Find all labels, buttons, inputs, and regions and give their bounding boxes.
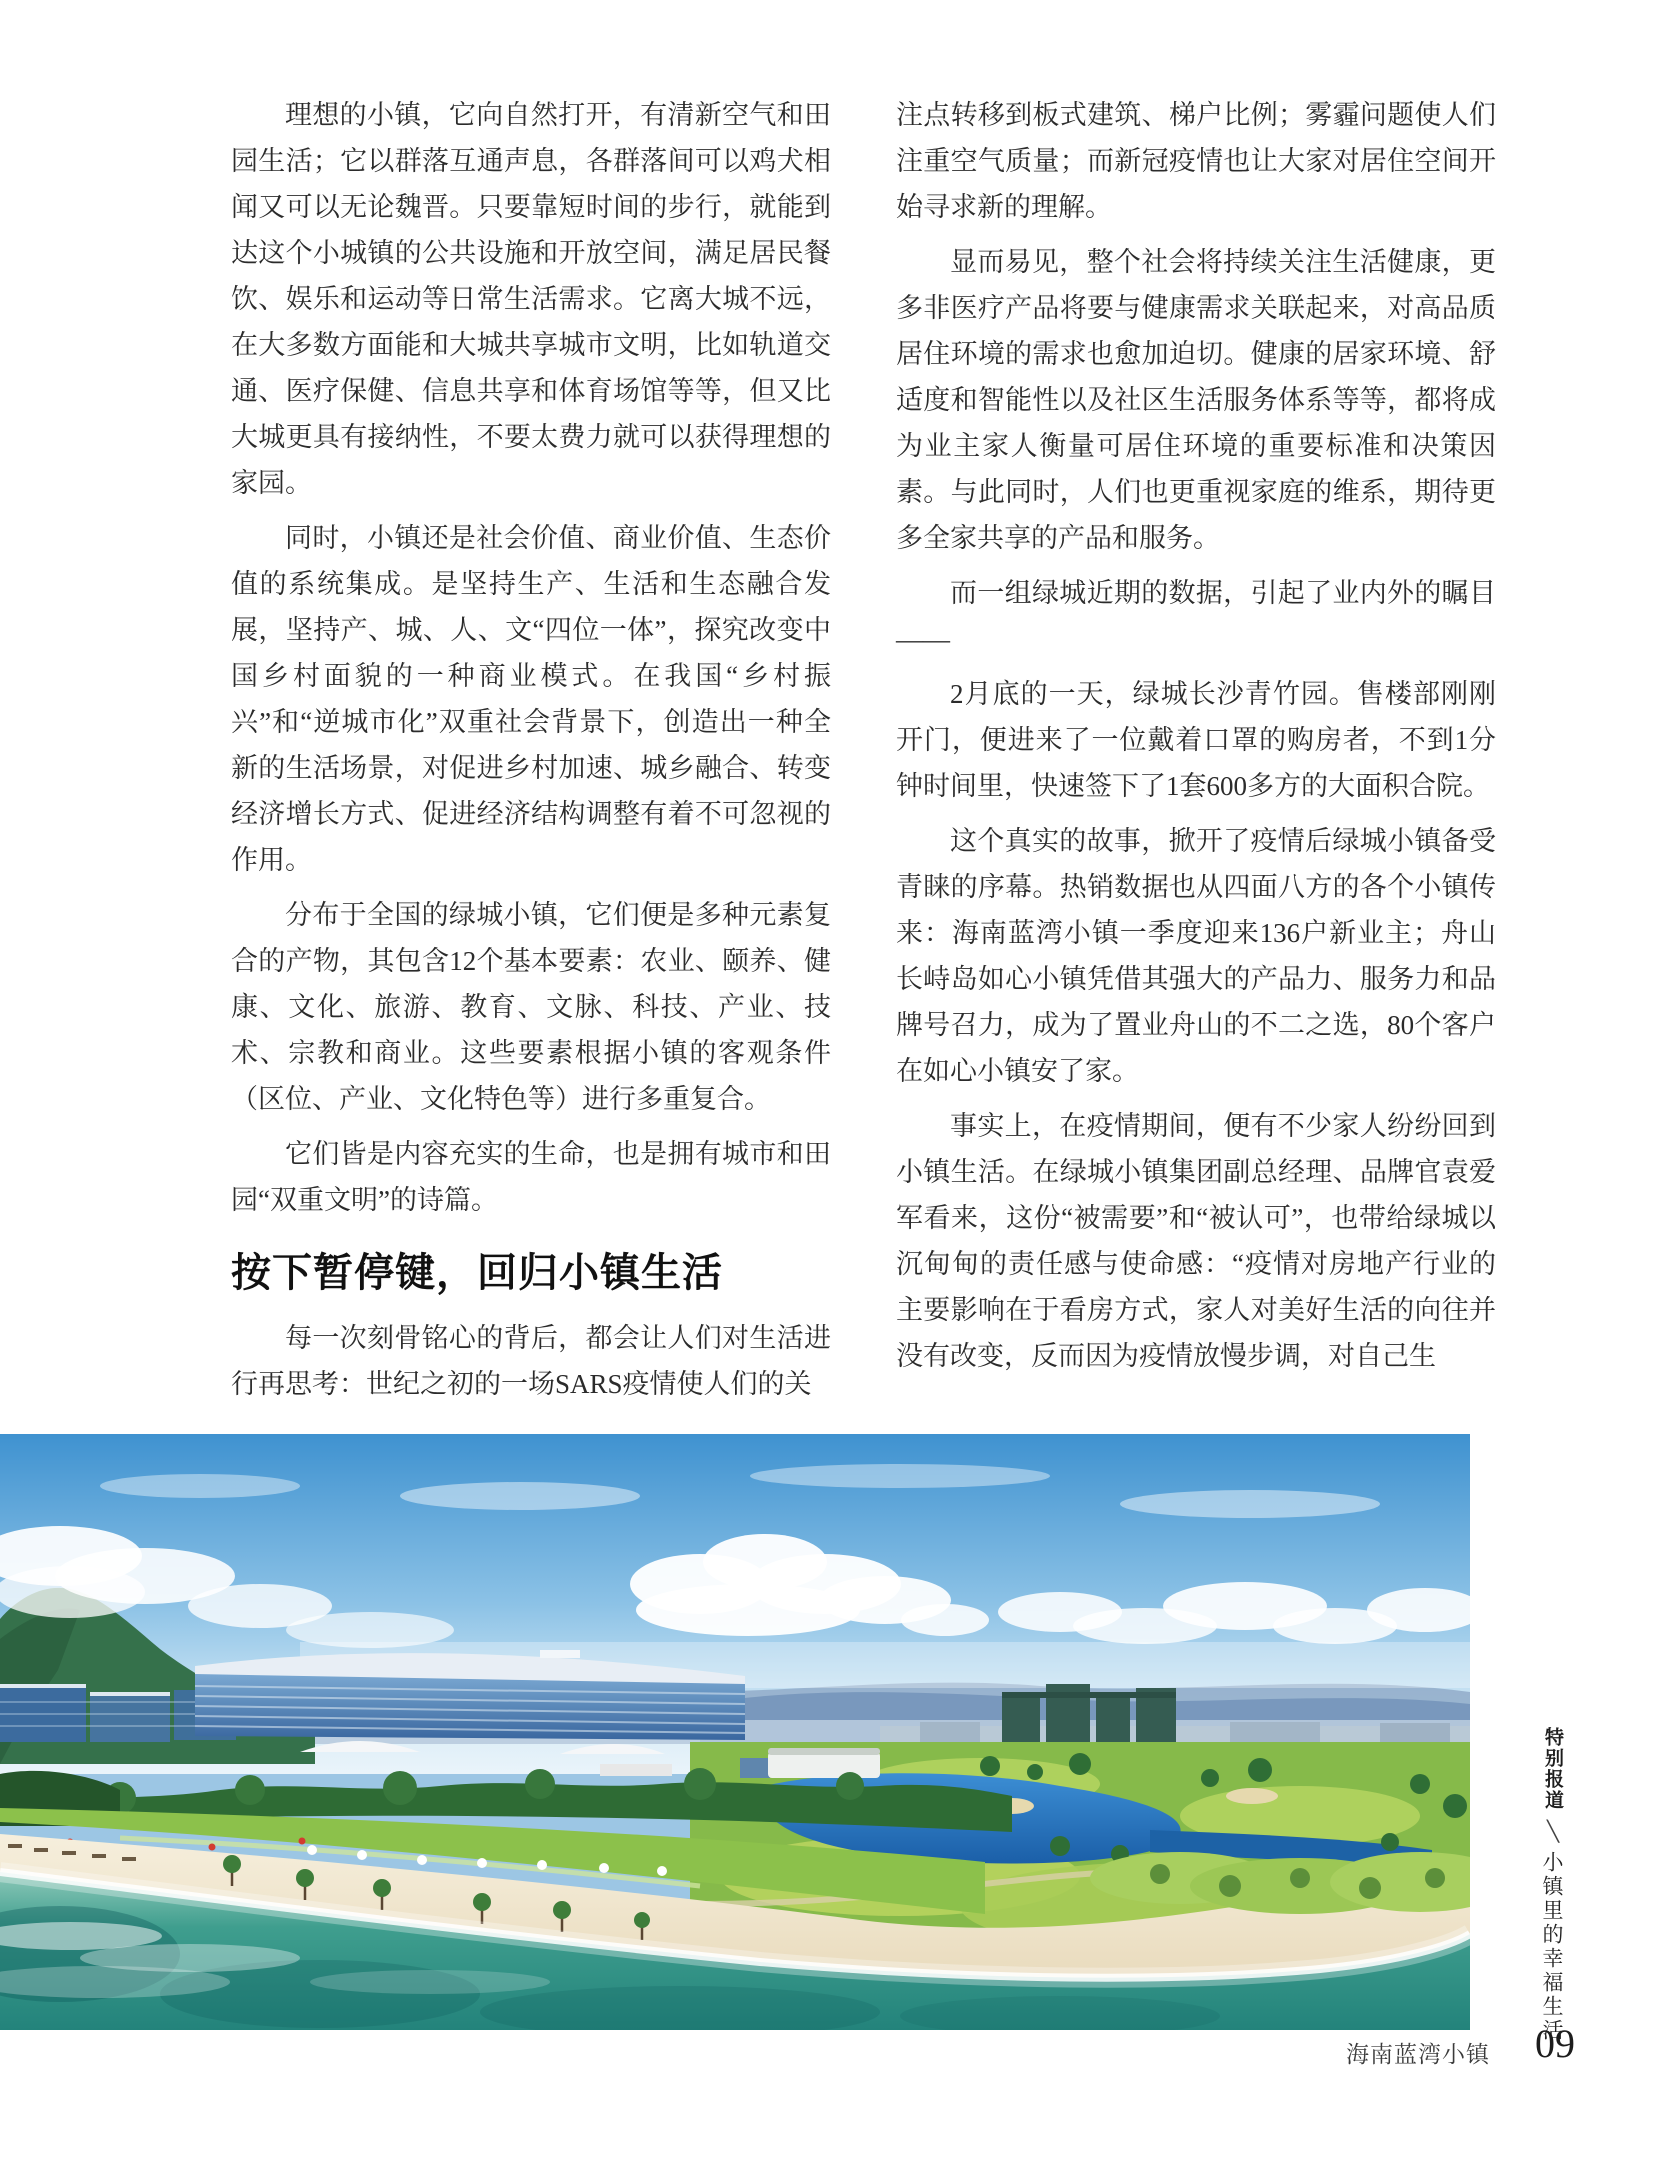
paragraph: 理想的小镇，它向自然打开，有清新空气和田园生活；它以群落互通声息，各群落间可以鸡犬相闻又可以无论魏晋。只要靠短时间的步行，就能到达这个小城镇的公共设施和开放空间，满足居民餐饮、娱乐和运动等日常生活需求。它离大城不远，在大多数方面能和大城共享城市文明，比如轨道交通、医疗保健、信息共享和体育场馆等等，但又比大城更具有接纳性，不要太费力就可以获得理想的家园。 <box>231 100 831 498</box>
paragraph: 事实上，在疫情期间，便有不少家人纷纷回到小镇生活。在绿城小镇集团副总经理、品牌官袁爱军看来，这份“被需要”和“被认可”，也带给绿城以沉甸甸的责任感与使命感：“疫情对房地产行业的主要影响在于看房方式，家人对美好生活的向往并没有改变，反而因为疫情放慢步调，对自己生 <box>896 1111 1496 1371</box>
section-heading: 按下暂停键，回归小镇生活 <box>231 1251 723 1295</box>
section-sidebar <box>1537 1727 1567 2057</box>
paragraph: 显而易见，整个社会将持续关注生活健康，更多非医疗产品将要与健康需求关联起来，对高品质居住环境的需求也愈加迫切。健康的居家环境、舒适度和智能性以及社区生活服务体系等等，都将成为业主家人衡量可居住环境的重要标准和决策因素。与此同时，人们也更重视家庭的维系，期待更多全家共享的产品和服务。 <box>896 247 1496 553</box>
paragraph: 这个真实的故事，掀开了疫情后绿城小镇备受青睐的序幕。热销数据也从四面八方的各个小镇传来：海南蓝湾小镇一季度迎来136户新业主；舟山长峙岛如心小镇凭借其强大的产品力、服务力和品牌号召力，成为了置业舟山的不二之选，80个客户在如心小镇安了家。 <box>896 826 1496 1086</box>
page-number: 09 <box>1535 2021 1575 2066</box>
paragraph: 它们皆是内容充实的生命，也是拥有城市和田园“双重文明”的诗篇。 <box>231 1139 831 1215</box>
paragraph: 每一次刻骨铭心的背后，都会让人们对生活进行再思考：世纪之初的一场SARS疫情使人们的关 <box>231 1323 831 1399</box>
paragraph: 注点转移到板式建筑、梯户比例；雾霾问题使人们注重空气质量；而新冠疫情也让大家对居住空间开始寻求新的理解。 <box>896 100 1496 222</box>
slash-divider-icon: ╲ <box>1541 1819 1563 1843</box>
paragraph: 2月底的一天，绿城长沙青竹园。售楼部刚刚开门，便进来了一位戴着口罩的购房者，不到1分钟时间里，快速签下了1套600多方的大面积合院。 <box>896 679 1496 801</box>
distant-towers <box>1002 1684 1176 1744</box>
section-kicker: 特别报道 <box>1542 1727 1563 1811</box>
photo-caption: 海南蓝湾小镇 <box>1346 2041 1490 2067</box>
paragraph: 同时，小镇还是社会价值、商业价值、生态价值的系统集成。是坚持生产、生活和生态融合发展，坚持产、城、人、文“四位一体”，探究改变中国乡村面貌的一种商业模式。在我国“乡村振兴”和“逆城市化”双重社会背景下，创造出一种全新的生活场景，对促进乡村加速、城乡融合、转变经济增长方式、促进经济结构调整有着不可忽视的作用。 <box>231 523 831 875</box>
left-column <box>231 92 831 1416</box>
resort-photo-illustration <box>0 1434 1470 2030</box>
paragraph: 而一组绿城近期的数据，引起了业内外的瞩目—— <box>896 578 1496 654</box>
paragraph: 分布于全国的绿城小镇，它们便是多种元素复合的产物，其包含12个基本要素：农业、颐养、健康、文化、旅游、教育、文脉、科技、产业、技术、宗教和商业。这些要素根据小镇的客观条件（区位、产业、文化特色等）进行多重复合。 <box>231 900 831 1114</box>
section-title: 小镇里的幸福生活 <box>1540 1851 1564 2043</box>
resort-photo <box>0 1434 1470 2030</box>
right-column <box>896 92 1496 1388</box>
